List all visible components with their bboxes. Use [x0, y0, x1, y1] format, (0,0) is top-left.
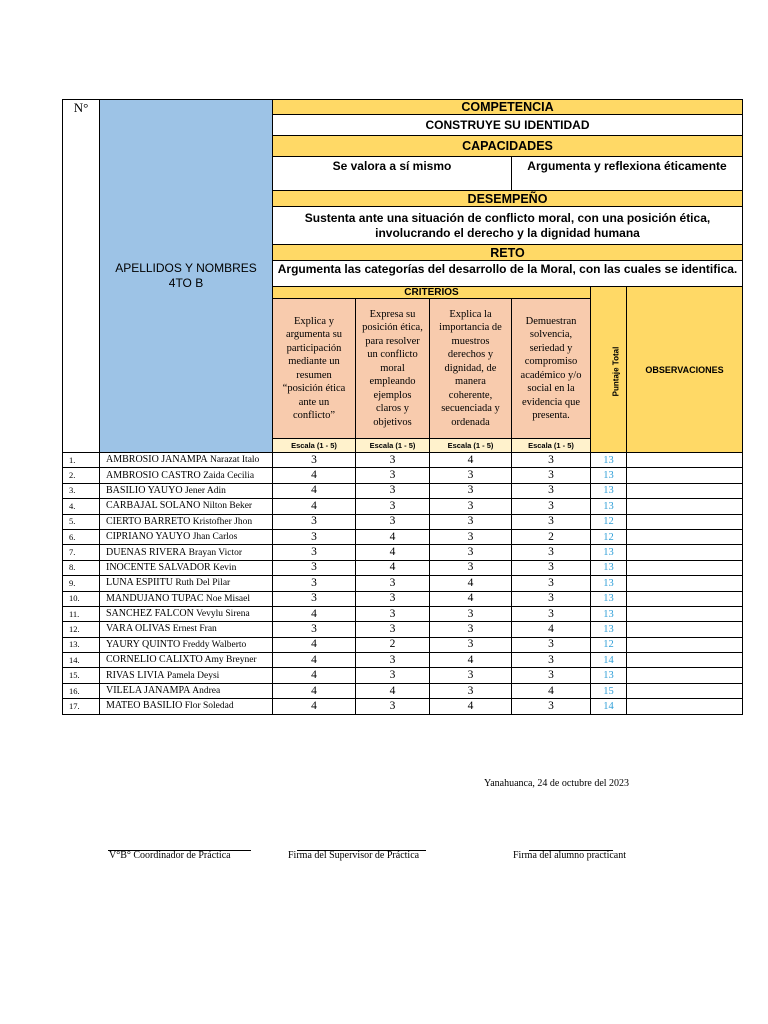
number-header: N° [63, 100, 100, 453]
student-given-name: Ernest Fran [172, 624, 217, 635]
reto-value: Argumenta las categorías del desarrollo de la Moral, con las cuales se identifica. [273, 261, 743, 287]
score-total: 13 [591, 668, 627, 683]
student-given-name: Kristofher Jhon [192, 516, 253, 527]
row-number: 7. [63, 545, 100, 560]
score-criterio-4: 3 [512, 499, 591, 514]
score-criterio-3: 3 [430, 622, 512, 637]
student-given-name: Freddy Walberto [182, 639, 247, 650]
competencia-value: CONSTRUYE SU IDENTIDAD [273, 115, 743, 136]
student-surname: CORNELIO CALIXTO [106, 654, 203, 666]
student-surname: CARBAJAL SOLANO [106, 500, 201, 512]
score-criterio-2: 4 [356, 545, 430, 560]
score-criterio-3: 4 [430, 453, 512, 468]
observation-cell [627, 499, 743, 514]
score-criterio-3: 3 [430, 545, 512, 560]
score-criterio-2: 3 [356, 499, 430, 514]
table-row [63, 683, 743, 698]
score-total: 13 [591, 576, 627, 591]
score-criterio-4: 3 [512, 545, 591, 560]
row-number: 6. [63, 529, 100, 544]
score-criterio-3: 4 [430, 591, 512, 606]
score-total: 13 [591, 591, 627, 606]
observation-cell [627, 514, 743, 529]
score-criterio-1: 4 [273, 606, 356, 621]
table-row [63, 514, 743, 529]
scale-label: Escala (1 - 5) [430, 439, 512, 453]
student-surname: AMBROSIO JANAMPA [106, 454, 208, 466]
score-criterio-3: 4 [430, 699, 512, 714]
row-number: 4. [63, 499, 100, 514]
row-number: 16. [63, 683, 100, 698]
score-criterio-4: 3 [512, 468, 591, 483]
student-name [100, 653, 273, 668]
score-criterio-2: 3 [356, 514, 430, 529]
score-criterio-2: 3 [356, 699, 430, 714]
criterio-1: Explica y argumenta su participación mediante un resumen “posición ética ante un conflicto” [273, 299, 356, 439]
table-row [63, 545, 743, 560]
scale-label: Escala (1 - 5) [356, 439, 430, 453]
score-criterio-1: 4 [273, 653, 356, 668]
score-criterio-3: 3 [430, 637, 512, 652]
desempeno-value: Sustenta ante una situación de conflicto moral, con una posición ética, involucrando el derecho y la dignidad humana [273, 207, 743, 245]
score-criterio-2: 4 [356, 560, 430, 575]
student-given-name: Amy Breyner [204, 655, 257, 666]
scale-label: Escala (1 - 5) [273, 439, 356, 453]
observation-cell [627, 576, 743, 591]
scale-label: Escala (1 - 5) [512, 439, 591, 453]
student-name [100, 683, 273, 698]
student-name [100, 514, 273, 529]
score-total: 13 [591, 483, 627, 498]
score-total: 14 [591, 653, 627, 668]
student-given-name: Andrea [192, 686, 221, 697]
observation-cell [627, 606, 743, 621]
row-number: 14. [63, 653, 100, 668]
row-number: 10. [63, 591, 100, 606]
score-criterio-4: 3 [512, 560, 591, 575]
table-row [63, 699, 743, 714]
student-surname: AMBROSIO CASTRO [106, 469, 201, 481]
score-criterio-3: 3 [430, 529, 512, 544]
score-total: 13 [591, 453, 627, 468]
score-criterio-3: 3 [430, 483, 512, 498]
student-name [100, 637, 273, 652]
observation-cell [627, 668, 743, 683]
names-header [100, 100, 273, 453]
row-number: 3. [63, 483, 100, 498]
table-row [63, 499, 743, 514]
student-name [100, 591, 273, 606]
score-criterio-4: 3 [512, 637, 591, 652]
score-criterio-2: 3 [356, 668, 430, 683]
criterio-4: Demuestran solvencia, seriedad y compromiso académico y/o social en la evidencia que presenta. [512, 299, 591, 439]
score-criterio-3: 3 [430, 668, 512, 683]
observation-cell [627, 591, 743, 606]
score-criterio-1: 3 [273, 622, 356, 637]
score-total: 15 [591, 683, 627, 698]
score-criterio-2: 3 [356, 606, 430, 621]
student-given-name: Narazat Italo [209, 455, 260, 466]
score-criterio-3: 3 [430, 683, 512, 698]
table-row [63, 529, 743, 544]
score-criterio-2: 3 [356, 453, 430, 468]
criterio-3: Explica la importancia de muestros derechos y dignidad, de manera coherente, secuenciada y ordenada [430, 299, 512, 439]
student-name [100, 622, 273, 637]
score-criterio-3: 4 [430, 653, 512, 668]
student-name [100, 699, 273, 714]
student-name [100, 668, 273, 683]
score-total: 12 [591, 514, 627, 529]
student-name [100, 606, 273, 621]
score-criterio-3: 3 [430, 514, 512, 529]
puntaje-total-header [591, 287, 627, 453]
score-criterio-2: 4 [356, 529, 430, 544]
student-surname: CIERTO BARRETO [106, 515, 191, 527]
student-given-name: Brayan Victor [188, 547, 242, 558]
score-criterio-1: 4 [273, 699, 356, 714]
student-surname: LUNA ESPIITU [106, 577, 173, 589]
score-criterio-4: 2 [512, 529, 591, 544]
score-total: 12 [591, 529, 627, 544]
table-row [63, 468, 743, 483]
observaciones-header: OBSERVACIONES [627, 287, 743, 453]
capacidad-2: Argumenta y reflexiona éticamente [512, 157, 743, 191]
row-number: 17. [63, 699, 100, 714]
score-criterio-3: 3 [430, 468, 512, 483]
observation-cell [627, 683, 743, 698]
table-row [63, 560, 743, 575]
student-given-name: Jhan Carlos [192, 532, 238, 543]
student-surname: DUENAS RIVERA [106, 546, 187, 558]
row-number: 5. [63, 514, 100, 529]
student-given-name: Jener Adin [184, 485, 226, 496]
observation-cell [627, 637, 743, 652]
table-row [63, 591, 743, 606]
student-name [100, 576, 273, 591]
score-criterio-2: 3 [356, 653, 430, 668]
observation-cell [627, 529, 743, 544]
score-total: 14 [591, 699, 627, 714]
place-date: Yanahuanca, 24 de octubre del 2023 [484, 778, 630, 789]
student-given-name: Nilton Beker [202, 501, 253, 512]
score-criterio-4: 3 [512, 606, 591, 621]
score-criterio-3: 3 [430, 499, 512, 514]
score-total: 13 [591, 606, 627, 621]
student-name [100, 529, 273, 544]
observation-cell [627, 453, 743, 468]
score-criterio-2: 2 [356, 637, 430, 652]
student-given-name: Ruth Del Pilar [175, 578, 231, 589]
score-total: 13 [591, 622, 627, 637]
row-number: 1. [63, 453, 100, 468]
observation-cell [627, 622, 743, 637]
desempeno-label: DESEMPEÑO [273, 191, 743, 207]
table-row [63, 453, 743, 468]
student-surname: VARA OLIVAS [106, 623, 171, 635]
observation-cell [627, 653, 743, 668]
student-name [100, 545, 273, 560]
student-surname: RIVAS LIVIA [106, 669, 165, 681]
score-total: 12 [591, 637, 627, 652]
evaluation-table [62, 99, 743, 715]
criterio-2: Expresa su posición ética, para resolver un conflicto moral empleando ejemplos claros y objetivos [356, 299, 430, 439]
signature-label-student: Firma del alumno practicant [513, 850, 627, 861]
score-criterio-1: 4 [273, 668, 356, 683]
score-criterio-3: 3 [430, 560, 512, 575]
observation-cell [627, 699, 743, 714]
score-criterio-4: 3 [512, 699, 591, 714]
score-criterio-2: 3 [356, 622, 430, 637]
student-given-name: Flor Soledad [184, 701, 234, 712]
score-criterio-2: 3 [356, 483, 430, 498]
student-surname: MATEO BASILIO [106, 700, 183, 712]
score-criterio-1: 3 [273, 576, 356, 591]
score-criterio-4: 3 [512, 453, 591, 468]
score-criterio-1: 3 [273, 529, 356, 544]
observation-cell [627, 468, 743, 483]
student-surname: YAURY QUINTO [106, 638, 181, 650]
student-given-name: Pamela Deysi [166, 670, 220, 681]
puntaje-total-label: Puntaje Total [611, 346, 621, 396]
reto-label: RETO [273, 245, 743, 261]
score-criterio-4: 3 [512, 483, 591, 498]
score-criterio-4: 3 [512, 668, 591, 683]
student-given-name: Kevin [213, 562, 237, 573]
criterios-label: CRITERIOS [273, 287, 591, 299]
student-given-name: Noe Misael [205, 593, 250, 604]
student-name [100, 468, 273, 483]
observation-cell [627, 545, 743, 560]
student-surname: SANCHEZ FALCON [106, 608, 194, 620]
student-name [100, 499, 273, 514]
row-number: 9. [63, 576, 100, 591]
row-number: 2. [63, 468, 100, 483]
student-surname: BASILIO YAUYO [106, 484, 183, 496]
score-total: 13 [591, 499, 627, 514]
score-criterio-2: 3 [356, 468, 430, 483]
table-row [63, 606, 743, 621]
score-criterio-4: 4 [512, 622, 591, 637]
student-given-name: Vevylu Sirena [196, 609, 250, 620]
score-criterio-4: 3 [512, 514, 591, 529]
row-number: 8. [63, 560, 100, 575]
score-criterio-3: 3 [430, 606, 512, 621]
signature-label-coordinator: V°B° Coordinador de Práctica [109, 850, 231, 861]
class-label: 4TO B [168, 276, 204, 290]
score-criterio-4: 3 [512, 576, 591, 591]
row-number: 12. [63, 622, 100, 637]
row-number: 11. [63, 606, 100, 621]
student-surname: INOCENTE SALVADOR [106, 561, 211, 573]
score-criterio-1: 4 [273, 483, 356, 498]
names-header-label: APELLIDOS Y NOMBRES [115, 261, 257, 275]
score-criterio-1: 3 [273, 514, 356, 529]
student-given-name: Zaida Cecilia [203, 470, 255, 481]
score-total: 13 [591, 545, 627, 560]
score-criterio-4: 4 [512, 683, 591, 698]
table-row [63, 668, 743, 683]
score-criterio-1: 4 [273, 468, 356, 483]
capacidad-1: Se valora a sí mismo [273, 157, 512, 191]
student-surname: CIPRIANO YAUYO [106, 531, 191, 543]
score-criterio-1: 4 [273, 683, 356, 698]
student-surname: VILELA JANAMPA [106, 685, 191, 697]
score-criterio-4: 3 [512, 591, 591, 606]
score-criterio-2: 3 [356, 576, 430, 591]
table-row [63, 637, 743, 652]
score-criterio-3: 4 [430, 576, 512, 591]
table-row [63, 576, 743, 591]
observation-cell [627, 483, 743, 498]
table-row [63, 622, 743, 637]
score-criterio-1: 4 [273, 637, 356, 652]
student-name [100, 483, 273, 498]
score-total: 13 [591, 560, 627, 575]
student-name [100, 453, 273, 468]
row-number: 13. [63, 637, 100, 652]
observation-cell [627, 560, 743, 575]
table-row [63, 653, 743, 668]
score-criterio-1: 3 [273, 560, 356, 575]
score-criterio-2: 3 [356, 591, 430, 606]
score-criterio-2: 4 [356, 683, 430, 698]
score-total: 13 [591, 468, 627, 483]
score-criterio-4: 3 [512, 653, 591, 668]
score-criterio-1: 3 [273, 453, 356, 468]
table-row [63, 483, 743, 498]
score-criterio-1: 4 [273, 499, 356, 514]
capacidades-label: CAPACIDADES [273, 136, 743, 157]
score-criterio-1: 3 [273, 545, 356, 560]
student-name [100, 560, 273, 575]
signature-label-supervisor: Firma del Supervisor de Práctica [288, 850, 420, 861]
row-number: 15. [63, 668, 100, 683]
student-surname: MANDUJANO TUPAC [106, 592, 204, 604]
score-criterio-1: 3 [273, 591, 356, 606]
competencia-label: COMPETENCIA [273, 100, 743, 115]
